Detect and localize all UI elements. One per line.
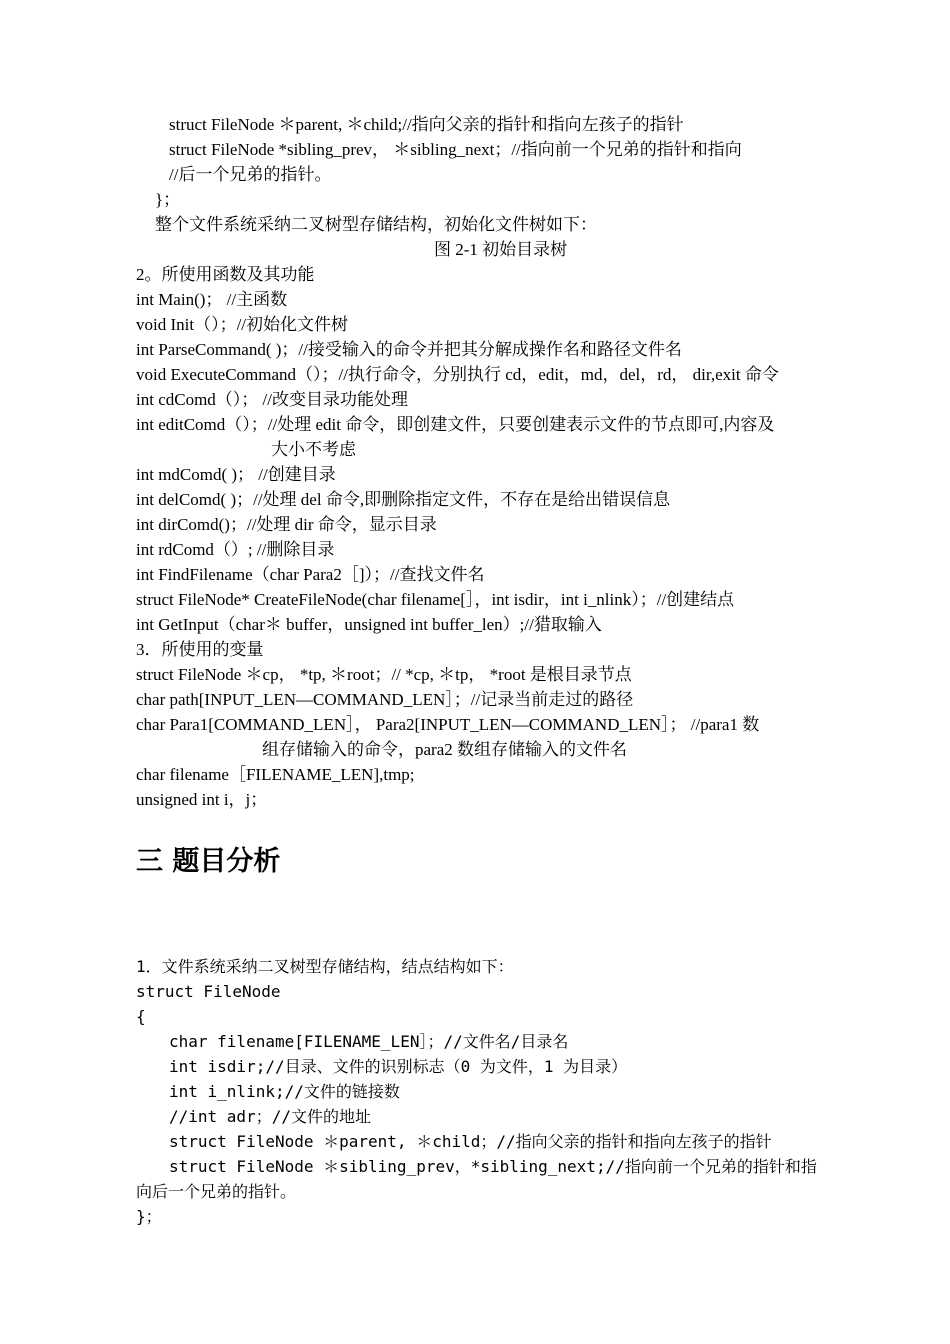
function-item-continuation: 大小不考虑: [271, 440, 356, 459]
function-item: int editComd（）；//处理 edit 命令，即创建文件，只要创建表示文件的节点即可,内容及: [136, 415, 775, 434]
variable-item: char Para1[COMMAND_LEN］， Para2[INPUT_LEN—COMMAND_LEN］； //para1 数: [136, 715, 760, 734]
section-heading: 三 题目分析: [136, 846, 281, 877]
code-line: struct FileNode *sibling_prev， ＊sibling_next；//指向前一个兄弟的指针和指向: [169, 140, 742, 159]
intro-paragraph: 整个文件系统采纳二叉树型存储结构，初始化文件树如下：: [155, 215, 597, 234]
variable-item: struct FileNode ＊cp， *tp, ＊root；// *cp, ＊tp， *root 是根目录节点: [136, 665, 632, 684]
variable-item: char path[INPUT_LEN—COMMAND_LEN］；//记录当前走过的路径: [136, 690, 634, 709]
variable-item: char filename［FILENAME_LEN],tmp;: [136, 765, 415, 784]
analysis-code-line: //int adr；//文件的地址: [169, 1107, 371, 1126]
code-line: //后一个兄弟的指针。: [169, 165, 332, 184]
function-item: struct FileNode* CreateFileNode(char filename[］，int isdir，int i_nlink）；//创建结点: [136, 590, 735, 609]
function-item: void ExecuteCommand（）；//执行命令，分别执行 cd，edit，md，del，rd， dir,exit 命令: [136, 365, 779, 384]
variable-item: unsigned int i，j；: [136, 790, 268, 809]
analysis-code-line: 向后一个兄弟的指针。: [136, 1182, 297, 1201]
code-line: struct FileNode ＊parent, ＊child;//指向父亲的指针和指向左孩子的指针: [169, 115, 684, 134]
analysis-code-line: struct FileNode: [136, 982, 281, 1001]
function-item: int mdComd( )； //创建目录: [136, 465, 336, 484]
function-item: int delComd( )；//处理 del 命令,即删除指定文件，不存在是给出错误信息: [136, 490, 671, 509]
function-item: int dirComd()；//处理 dir 命令，显示目录: [136, 515, 437, 534]
figure-caption: 图 2-1 初始目录树: [434, 240, 568, 259]
functions-title: 2。所使用函数及其功能: [136, 265, 315, 284]
analysis-code-line: struct FileNode ＊sibling_prev，*sibling_next;//指向前一个兄弟的指针和指: [169, 1157, 817, 1176]
function-item: int FindFilename（char Para2［]）；//查找文件名: [136, 565, 485, 584]
function-item: int Main()； //主函数: [136, 290, 288, 309]
function-item: int ParseCommand( )；//接受输入的命令并把其分解成操作名和路径文件名: [136, 340, 682, 359]
variables-title: 3．所使用的变量: [136, 640, 264, 659]
analysis-line: 1．文件系统采纳二叉树型存储结构，结点结构如下：: [136, 957, 514, 976]
analysis-code-line: int i_nlink;//文件的链接数: [169, 1082, 400, 1101]
analysis-code-line: {: [136, 1007, 146, 1026]
analysis-code-line: struct FileNode ＊parent, ＊child；//指向父亲的指针和指向左孩子的指针: [169, 1132, 772, 1151]
code-line: }；: [155, 190, 181, 209]
analysis-code-line: int isdir;//目录、文件的识别标志（0 为文件，1 为目录）: [169, 1057, 628, 1076]
function-item: int rdComd（）; //删除目录: [136, 540, 335, 559]
function-item: void Init（）；//初始化文件树: [136, 315, 349, 334]
function-item: int cdComd（）； //改变目录功能处理: [136, 390, 408, 409]
variable-item-continuation: 组存储输入的命令，para2 数组存储输入的文件名: [262, 740, 628, 759]
analysis-code-line: char filename[FILENAME_LEN］；//文件名/目录名: [169, 1032, 569, 1051]
analysis-code-line: }；: [136, 1207, 162, 1226]
function-item: int GetInput（char＊ buffer，unsigned int buffer_len）;//猎取输入: [136, 615, 602, 634]
